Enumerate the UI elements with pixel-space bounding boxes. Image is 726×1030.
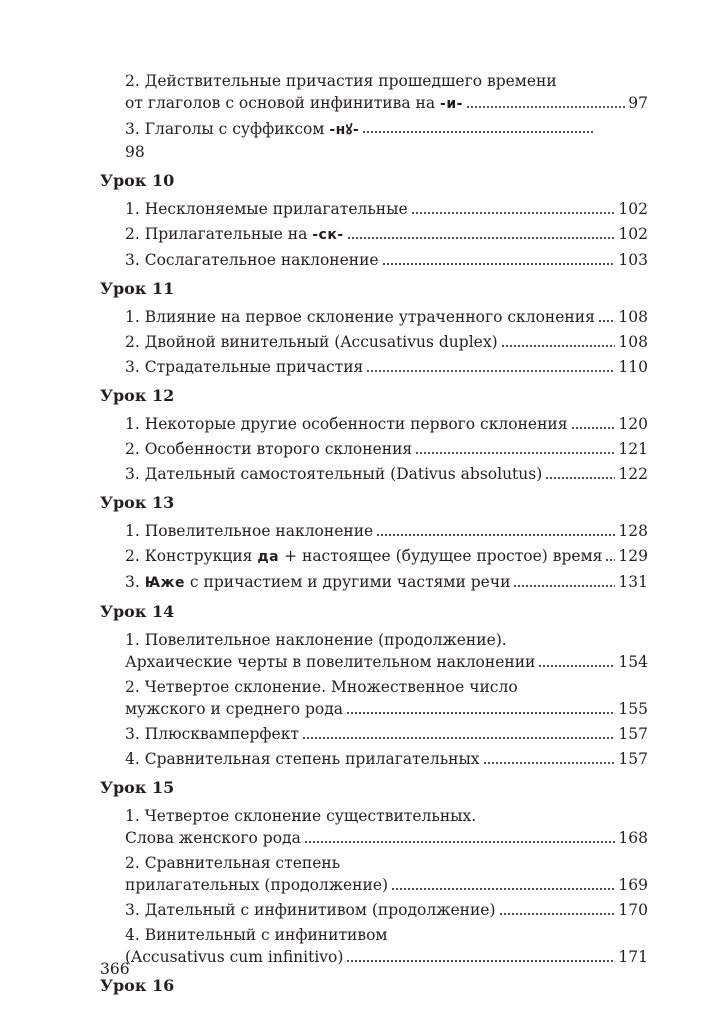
dot-leader (411, 211, 616, 215)
toc-entry[interactable] (125, 438, 648, 460)
toc-entry[interactable] (125, 223, 648, 246)
toc-entry-text (125, 249, 379, 271)
lesson-heading: Урок 16 (100, 976, 175, 995)
toc-entry-text-pre: 3. Дательный с инфинитивом (продолжение) (125, 901, 496, 919)
toc-entry[interactable] (125, 306, 648, 328)
toc-entry-last-line (125, 463, 648, 485)
toc-entry-text: 3. Глаголы с суффиксом (125, 120, 330, 138)
toc-entry[interactable] (125, 70, 648, 115)
toc-page-number: 171 (618, 948, 648, 966)
toc-entry-text-post: + настоящее (будущее простое) время (279, 547, 603, 565)
toc-entry[interactable] (125, 413, 648, 435)
toc-entry-last-line (125, 92, 648, 115)
dot-leader (501, 344, 616, 348)
toc-entry-text-pre: 3. Плюсквамперфект (125, 725, 299, 743)
toc-page-number: 129 (618, 547, 648, 565)
toc-page-number: 97 (628, 94, 648, 112)
toc-entry-text-pre: 3. (125, 573, 145, 591)
toc-entry[interactable] (125, 676, 648, 720)
toc-entry-last-line (125, 748, 648, 770)
toc-entry-text-pre: 2. Двойной винительный (Accusativus duplex) (125, 333, 498, 351)
dot-leader (346, 711, 615, 715)
dot-leader (598, 319, 616, 323)
lesson-heading: Урок 11 (100, 279, 175, 298)
toc-entry-text (125, 92, 463, 115)
dot-leader (415, 451, 615, 455)
toc-entry-last-line (125, 249, 648, 271)
lesson-heading: Урок 10 (100, 171, 175, 190)
toc-entry-text (125, 874, 388, 896)
toc-entry-text (125, 698, 343, 720)
toc-entry-text-pre: 1. Несклоняемые прилагательные (125, 200, 408, 218)
dot-leader (513, 584, 615, 588)
toc-entry-text-pre: (Accusativus cum infinitivo) (125, 948, 344, 966)
dot-leader (382, 262, 616, 266)
toc-page-number: 108 (618, 333, 648, 351)
toc-entry-text (125, 899, 496, 921)
toc-entry-text-post: с причастием и другими частями речи (184, 573, 511, 591)
toc-entry-last-line (125, 545, 648, 568)
toc-entry-line (125, 118, 648, 141)
toc-entry-text (125, 723, 299, 745)
toc-entry-last-line (125, 827, 648, 849)
toc-entry-last-line (125, 698, 648, 720)
toc-entry[interactable] (125, 924, 648, 968)
toc-entry-last-line (125, 899, 648, 921)
dot-leader (483, 761, 616, 765)
toc-entry[interactable] (125, 520, 648, 542)
toc-entry[interactable] (125, 571, 648, 594)
toc-entry-last-line (125, 223, 648, 246)
toc-entry[interactable] (125, 356, 648, 378)
dot-leader (346, 959, 615, 963)
toc-entry-text-pre: 3. Сослагательное наклонение (125, 251, 379, 269)
toc-page-number: 155 (618, 700, 648, 718)
dot-leader (499, 912, 616, 916)
lesson-heading: Урок 12 (100, 386, 175, 405)
toc-entry[interactable] (125, 545, 648, 568)
toc-entry[interactable] (125, 723, 648, 745)
toc-page-number: 170 (618, 901, 648, 919)
lesson-heading: Урок 13 (100, 493, 175, 512)
toc-entry-text (125, 463, 542, 485)
dot-leader (545, 476, 615, 480)
toc-entry[interactable] (125, 198, 648, 220)
toc-entry-last-line (125, 413, 648, 435)
toc-entry-text-pre: 1. Влияние на первое склонение утраченного склонения (125, 308, 595, 326)
dot-leader (302, 736, 615, 740)
toc-entry-text-pre: 3. Страдательные причастия (125, 358, 364, 376)
toc-entry[interactable] (125, 331, 648, 353)
toc-entry-line: 2. Действительные причастия прошедшего времени (125, 72, 557, 90)
toc-entry-text (125, 306, 595, 328)
dot-leader (376, 533, 615, 537)
toc-entry-text (125, 413, 568, 435)
church-slavonic-term: -ск- (312, 227, 344, 243)
toc-entry-last-line (125, 438, 648, 460)
toc-entry-last-line (125, 651, 648, 673)
toc-page-number: 98 (125, 143, 145, 161)
toc-entry-line: 2. Сравнительная степень (125, 854, 341, 872)
toc-entry-text-pre: Слова женского рода (125, 829, 301, 847)
toc-entry-last-line (125, 723, 648, 745)
toc-page-number: 108 (618, 308, 648, 326)
toc-page-number: 122 (618, 465, 648, 483)
dot-leader (605, 558, 615, 562)
toc-entry[interactable] (125, 852, 648, 896)
toc-entry-line: 2. Четвертое склонение. Множественное число (125, 678, 518, 696)
dot-leader (366, 369, 615, 373)
toc-entry-line: 1. Повелительное наклонение (продолжение). (125, 631, 507, 649)
toc-entry[interactable] (125, 899, 648, 921)
toc-entry-text-pre: 2. Конструкция (125, 547, 258, 565)
toc-page-number: 157 (618, 750, 648, 768)
dot-leader (466, 105, 625, 109)
toc-entry-text (125, 827, 301, 849)
toc-entry-last-line (125, 331, 648, 353)
toc-entry-text (125, 520, 373, 542)
toc-entry-text (125, 223, 344, 246)
toc-entry-line: 1. Четвертое склонение существительных. (125, 807, 477, 825)
dot-leader (391, 887, 615, 891)
dot-leader (571, 426, 616, 430)
church-slavonic-term: да (257, 549, 280, 565)
toc-page-number: 169 (618, 876, 648, 894)
toc-entry-text-pre: от глаголов с основой инфинитива на (125, 94, 441, 112)
toc-page-number: 131 (618, 573, 648, 591)
toc-page-number: 103 (618, 251, 648, 269)
toc-entry-text-pre: прилагательных (продолжение) (125, 876, 389, 894)
page-number: 366 (100, 960, 130, 978)
toc-entry-text (125, 438, 412, 460)
toc-entry-last-line (125, 571, 648, 594)
toc-page-number: 154 (618, 653, 648, 671)
toc-entry-last-line (125, 356, 648, 378)
toc-entry-text-pre: 3. Дательный самостоятельный (Dativus absolutus) (125, 465, 543, 483)
toc-entry-last-line (125, 874, 648, 896)
toc-entry[interactable] (125, 463, 648, 485)
toc-entry-last-line (125, 306, 648, 328)
church-slavonic-term: -и- (440, 96, 463, 112)
toc-entry-line: 4. Винительный с инфинитивом (125, 926, 388, 944)
toc-entry-text (125, 356, 363, 378)
toc-entry[interactable] (125, 805, 648, 849)
toc-entry-text (125, 748, 480, 770)
lesson-heading: Урок 14 (100, 602, 175, 621)
toc-entry-last-line (125, 520, 648, 542)
toc-page-number: 157 (618, 725, 648, 743)
toc-entry-last-line (125, 946, 648, 968)
lesson-heading: Урок 15 (100, 778, 175, 797)
toc-entry-text (125, 198, 408, 220)
toc-page-number: 168 (618, 829, 648, 847)
toc-page-number: 102 (618, 225, 648, 243)
toc-entry-text-pre: Архаические черты в повелительном наклонении (125, 653, 536, 671)
dot-leader (538, 664, 615, 668)
toc-entry-text-pre: 1. Повелительное наклонение (125, 522, 374, 540)
toc-page-number: 121 (618, 440, 648, 458)
toc-entry[interactable] (125, 629, 648, 673)
toc-entry[interactable] (125, 249, 648, 271)
toc-entry[interactable] (125, 748, 648, 770)
dot-leader (347, 236, 616, 240)
toc-entry-text (125, 946, 343, 968)
toc-entry-text-pre: 1. Некоторые другие особенности первого склонения (125, 415, 568, 433)
church-slavonic-term: Ꙗже (144, 575, 185, 591)
dot-leader (362, 130, 595, 134)
toc-entry-text-pre: 2. Особенности второго склонения (125, 440, 413, 458)
toc-entry-text-pre: мужского и среднего рода (125, 700, 344, 718)
toc-entry-text-pre: 4. Сравнительная степень прилагательных (125, 750, 480, 768)
toc-entry-text (125, 651, 535, 673)
toc-entry-text (125, 571, 510, 594)
toc-page-number: 110 (618, 358, 648, 376)
church-slavonic-term: -нꙋ- (329, 122, 360, 138)
toc-entry-text (125, 545, 602, 568)
table-of-contents (100, 70, 648, 1003)
toc-page-number: 102 (618, 200, 648, 218)
toc-entry-last-line (125, 198, 648, 220)
toc-entry-text-pre: 2. Прилагательные на (125, 225, 313, 243)
toc-page-number: 128 (618, 522, 648, 540)
toc-entry[interactable] (125, 118, 648, 163)
toc-entry-text (125, 331, 498, 353)
dot-leader (304, 840, 616, 844)
toc-page-number: 120 (618, 415, 648, 433)
